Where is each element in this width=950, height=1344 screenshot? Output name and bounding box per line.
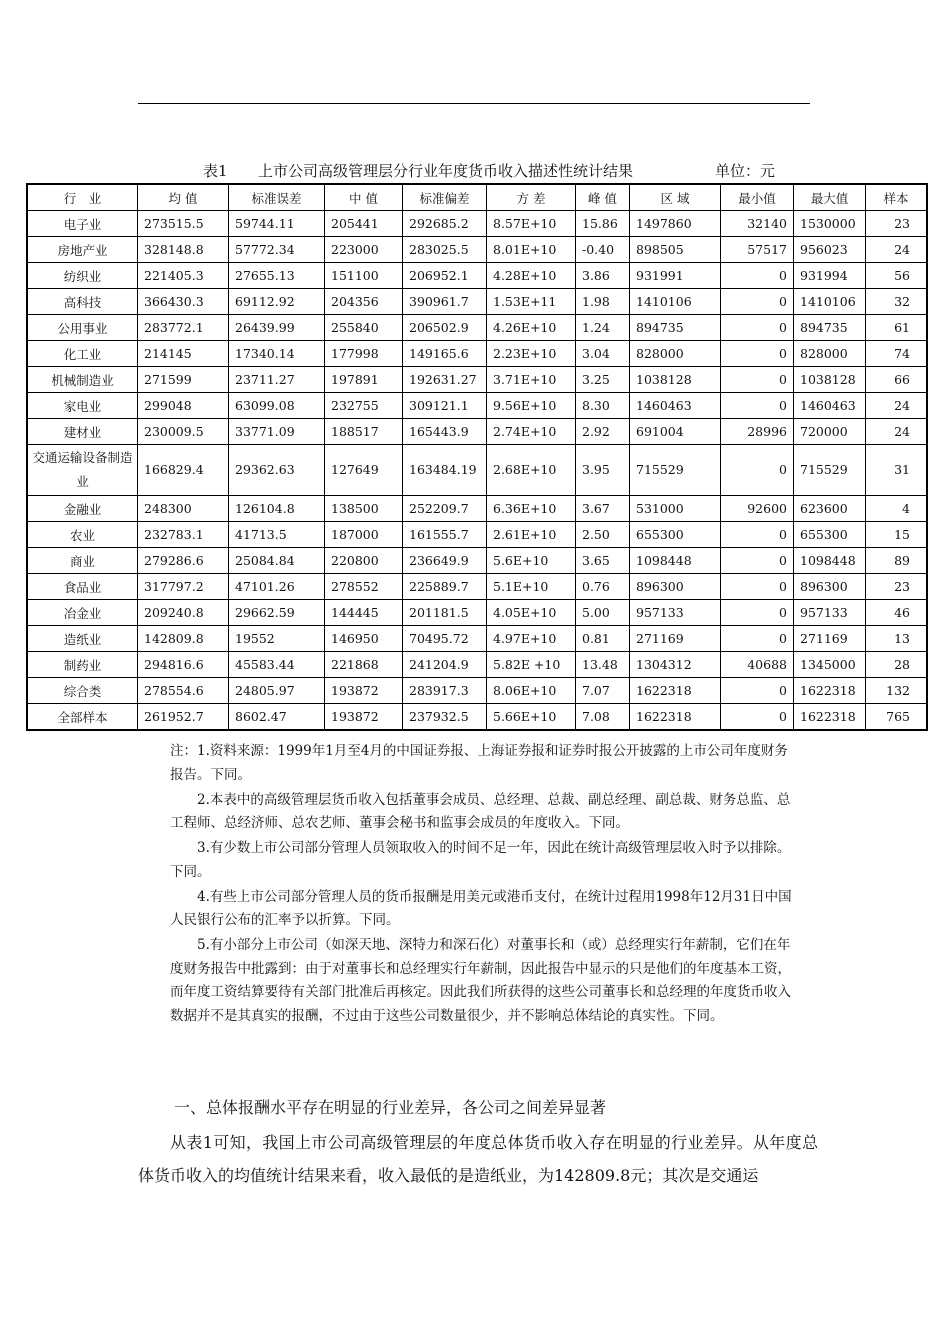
table-cell: 220800 [325, 548, 403, 574]
table-cell: 63099.08 [229, 393, 325, 419]
table-cell: 0 [721, 341, 794, 367]
table-row [28, 445, 926, 496]
table-cell: 165443.9 [403, 419, 487, 445]
table-cell: 655300 [630, 522, 721, 548]
industry-cell: 家电业 [28, 393, 138, 419]
table-notes [170, 740, 800, 1030]
table-cell: 13 [866, 626, 926, 652]
table-cell: 151100 [325, 263, 403, 289]
table-cell: 252209.7 [403, 496, 487, 522]
table-cell: 931991 [630, 263, 721, 289]
table-cell: 66 [866, 367, 926, 393]
table-cell: 132 [866, 678, 926, 704]
industry-cell: 造纸业 [28, 626, 138, 652]
table-cell: 26439.99 [229, 315, 325, 341]
table-cell: 59744.11 [229, 211, 325, 237]
table-cell: 3.65 [576, 548, 630, 574]
industry-cell: 化工业 [28, 341, 138, 367]
table-cell: 283917.3 [403, 678, 487, 704]
column-header: 最小值 [721, 185, 794, 211]
industry-cell: 全部样本 [28, 704, 138, 729]
table-cell: 1460463 [630, 393, 721, 419]
table-cell: 0 [721, 678, 794, 704]
table-cell: 209240.8 [138, 600, 229, 626]
table-cell: 623600 [794, 496, 866, 522]
table-cell: 230009.5 [138, 419, 229, 445]
table-cell: 1530000 [794, 211, 866, 237]
table-cell: 236649.9 [403, 548, 487, 574]
table-cell: 57517 [721, 237, 794, 263]
table-cell: 0 [721, 626, 794, 652]
table-cell: 299048 [138, 393, 229, 419]
table-cell: 7.08 [576, 704, 630, 729]
table-cell: 221405.3 [138, 263, 229, 289]
table-row [28, 289, 926, 315]
table-cell: 232755 [325, 393, 403, 419]
table-cell: 193872 [325, 704, 403, 729]
table-cell: 206502.9 [403, 315, 487, 341]
table-row [28, 367, 926, 393]
table-cell: 61 [866, 315, 926, 341]
table-cell: 0 [721, 367, 794, 393]
table-cell: 0 [721, 574, 794, 600]
table-cell: 390961.7 [403, 289, 487, 315]
table-title: 上市公司高级管理层分行业年度货币收入描述性统计结果 [258, 162, 634, 180]
table-row [28, 237, 926, 263]
table-cell: 531000 [630, 496, 721, 522]
table-cell: 4.97E+10 [487, 626, 576, 652]
industry-cell: 制药业 [28, 652, 138, 678]
table-cell: 894735 [630, 315, 721, 341]
table-row [28, 496, 926, 522]
table-cell: 225889.7 [403, 574, 487, 600]
table-cell: 894735 [794, 315, 866, 341]
table-cell: 255840 [325, 315, 403, 341]
table-cell: 126104.8 [229, 496, 325, 522]
table-cell: 23711.27 [229, 367, 325, 393]
table-cell: 23 [866, 574, 926, 600]
table-cell: 205441 [325, 211, 403, 237]
note-5: 5.有小部分上市公司（如深天地、深特力和深石化）对董事长和（或）总经理实行年薪制，它们在年度财务报告中批露到：由于对董事长和总经理实行年薪制，因此报告中显示的只是他们的年度基本工资，而年度工资结算要待有关部门批准后再核定。因此我们所获得的这些公司董事长和总经理的年度货币收入数据并不是其真实的报酬，不过由于这些公司数量很少，并不影响总体结论的真实性。下同。 [170, 937, 791, 1024]
column-header: 样本 [866, 185, 926, 211]
table-cell: 7.07 [576, 678, 630, 704]
table-cell: 309121.1 [403, 393, 487, 419]
table-cell: 931994 [794, 263, 866, 289]
table-cell: 715529 [794, 445, 866, 496]
table-cell: 24 [866, 419, 926, 445]
table-cell: 241204.9 [403, 652, 487, 678]
industry-cell: 纺织业 [28, 263, 138, 289]
table-cell: 149165.6 [403, 341, 487, 367]
table-body [28, 211, 926, 729]
table-cell: 1098448 [794, 548, 866, 574]
table-cell: 278554.6 [138, 678, 229, 704]
table-cell: 1345000 [794, 652, 866, 678]
table-cell: 366430.3 [138, 289, 229, 315]
table-cell: 13.48 [576, 652, 630, 678]
table-cell: 1622318 [794, 678, 866, 704]
table-cell: 187000 [325, 522, 403, 548]
table-cell: 2.92 [576, 419, 630, 445]
table-cell: 1038128 [630, 367, 721, 393]
table-cell: 655300 [794, 522, 866, 548]
table-cell: 56 [866, 263, 926, 289]
table-cell: 57772.34 [229, 237, 325, 263]
industry-cell: 交通运输设备制造业 [28, 445, 138, 496]
table-cell: 8.30 [576, 393, 630, 419]
table-cell: 28996 [721, 419, 794, 445]
industry-cell: 食品业 [28, 574, 138, 600]
industry-cell: 电子业 [28, 211, 138, 237]
table-cell: 1.53E+11 [487, 289, 576, 315]
table-cell: 0 [721, 548, 794, 574]
table-cell: 3.86 [576, 263, 630, 289]
table-cell: 4.28E+10 [487, 263, 576, 289]
table-cell: 317797.2 [138, 574, 229, 600]
table-cell: 5.1E+10 [487, 574, 576, 600]
table-row [28, 522, 926, 548]
table-cell: 1410106 [630, 289, 721, 315]
table-cell: 163484.19 [403, 445, 487, 496]
table-cell: 19552 [229, 626, 325, 652]
table-cell: 221868 [325, 652, 403, 678]
table-cell: 32140 [721, 211, 794, 237]
table-cell: 896300 [794, 574, 866, 600]
table-cell: 177998 [325, 341, 403, 367]
industry-cell: 机械制造业 [28, 367, 138, 393]
section-heading: 一、总体报酬水平存在明显的行业差异，各公司之间差异显著 [174, 1098, 607, 1117]
table-row [28, 626, 926, 652]
column-header: 中 值 [325, 185, 403, 211]
table-cell: 142809.8 [138, 626, 229, 652]
industry-cell: 公用事业 [28, 315, 138, 341]
table-cell: 283025.5 [403, 237, 487, 263]
note-3: 3.有少数上市公司部分管理人员领取收入的时间不足一年，因此在统计高级管理层收入时予以排除。下同。 [170, 840, 791, 880]
table-cell: 956023 [794, 237, 866, 263]
note-2: 2.本表中的高级管理层货币收入包括董事会成员、总经理、总裁、副总经理、副总裁、财务总监、总工程师、总经济师、总农艺师、董事会秘书和监事会成员的年度收入。下同。 [170, 791, 791, 831]
table-row [28, 574, 926, 600]
table-cell: 41713.5 [229, 522, 325, 548]
table-cell: 214145 [138, 341, 229, 367]
industry-cell: 房地产业 [28, 237, 138, 263]
industry-cell: 建材业 [28, 419, 138, 445]
table-cell: 17340.14 [229, 341, 325, 367]
table-cell: 24 [866, 393, 926, 419]
table-cell: 146950 [325, 626, 403, 652]
table-cell: 2.50 [576, 522, 630, 548]
table-row [28, 652, 926, 678]
table-cell: 47101.26 [229, 574, 325, 600]
column-header: 行 业 [28, 185, 138, 211]
table-cell: 0 [721, 445, 794, 496]
header-rule [138, 103, 810, 104]
table-cell: 283772.1 [138, 315, 229, 341]
table-header-row [28, 185, 926, 211]
table-cell: 0.76 [576, 574, 630, 600]
industry-cell: 综合类 [28, 678, 138, 704]
table-cell: -0.40 [576, 237, 630, 263]
table-cell: 0 [721, 704, 794, 729]
table-cell: 1622318 [630, 678, 721, 704]
table-cell: 765 [886, 709, 910, 724]
column-header: 最大值 [794, 185, 866, 211]
table-cell: 24 [866, 237, 926, 263]
industry-cell: 金融业 [28, 496, 138, 522]
table-cell: 3.04 [576, 341, 630, 367]
table-cell: 294816.6 [138, 652, 229, 678]
table-cell: 5.66E+10 [487, 704, 576, 729]
table-cell: 2.68E+10 [487, 445, 576, 496]
column-header: 峰 值 [576, 185, 630, 211]
table-row [28, 678, 926, 704]
table-cell: 292685.2 [403, 211, 487, 237]
column-header: 方 差 [487, 185, 576, 211]
table-cell: 271169 [630, 626, 721, 652]
table-number: 表1 [203, 162, 228, 180]
table-row [28, 600, 926, 626]
table-cell: 31 [866, 445, 926, 496]
table-cell: 1622318 [630, 704, 721, 729]
table-cell: 144445 [325, 600, 403, 626]
table-cell: 271599 [138, 367, 229, 393]
table-cell: 8602.47 [229, 704, 325, 729]
table-cell: 223000 [325, 237, 403, 263]
table-row [28, 419, 926, 445]
table-cell: 1098448 [630, 548, 721, 574]
table-cell: 5.00 [576, 600, 630, 626]
table-cell: 29662.59 [229, 600, 325, 626]
table-cell: 278552 [325, 574, 403, 600]
table-unit: 单位：元 [715, 162, 776, 180]
table-cell: 3.95 [576, 445, 630, 496]
table-cell: 715529 [630, 445, 721, 496]
table-cell: 8.01E+10 [487, 237, 576, 263]
table-cell: 957133 [630, 600, 721, 626]
table-cell: 74 [866, 341, 926, 367]
table-cell: 3.25 [576, 367, 630, 393]
table-cell: 1410106 [794, 289, 866, 315]
table-cell: 15.86 [576, 211, 630, 237]
table-cell: 4.26E+10 [487, 315, 576, 341]
table-cell: 1.24 [576, 315, 630, 341]
table-row [28, 341, 926, 367]
table-cell: 1622318 [794, 704, 866, 729]
table-cell: 2.23E+10 [487, 341, 576, 367]
table-cell: 193872 [325, 678, 403, 704]
table-cell: 248300 [138, 496, 229, 522]
table-cell: 720000 [794, 419, 866, 445]
industry-cell: 高科技 [28, 289, 138, 315]
table-cell: 166829.4 [138, 445, 229, 496]
table-cell: 0 [721, 263, 794, 289]
table-cell: 27655.13 [229, 263, 325, 289]
table-row [28, 315, 926, 341]
table-cell: 192631.27 [403, 367, 487, 393]
table-cell: 261952.7 [138, 704, 229, 729]
table-cell: 1038128 [794, 367, 866, 393]
table-cell: 232783.1 [138, 522, 229, 548]
table-cell: 957133 [794, 600, 866, 626]
table-cell: 4.05E+10 [487, 600, 576, 626]
table-cell: 29362.63 [229, 445, 325, 496]
table-cell: 138500 [325, 496, 403, 522]
table-cell: 898505 [630, 237, 721, 263]
table-cell: 46 [866, 600, 926, 626]
table-cell: 6.36E+10 [487, 496, 576, 522]
table-cell: 0 [721, 393, 794, 419]
table-cell: 691004 [630, 419, 721, 445]
table-cell: 0 [721, 315, 794, 341]
table-cell: 33771.09 [229, 419, 325, 445]
table-cell: 271169 [794, 626, 866, 652]
table-cell: 89 [866, 548, 926, 574]
table-cell: 92600 [721, 496, 794, 522]
column-header: 区 域 [630, 185, 721, 211]
table-cell: 32 [866, 289, 926, 315]
column-header: 标准误差 [229, 185, 325, 211]
body-paragraph: 从表1可知，我国上市公司高级管理层的年度总体货币收入存在明显的行业差异。从年度总体货币收入的均值统计结果来看，收入最低的是造纸业，为142809.8元；其次是交通运 [138, 1133, 818, 1185]
table-cell: 9.56E+10 [487, 393, 576, 419]
table-cell: 3.67 [576, 496, 630, 522]
table-cell: 5.6E+10 [487, 548, 576, 574]
table-cell: 0 [721, 289, 794, 315]
table-row [28, 704, 926, 729]
table-cell: 28 [866, 652, 926, 678]
note-1: 注：1.资料来源：1999年1月至4月的中国证券报、上海证券报和证券时报公开披露的上市公司年度财务报告。下同。 [170, 743, 788, 783]
table-cell: 0 [721, 522, 794, 548]
table-cell: 25084.84 [229, 548, 325, 574]
table-cell: 828000 [794, 341, 866, 367]
table-cell: 4 [866, 496, 926, 522]
table-cell: 188517 [325, 419, 403, 445]
table-cell: 127649 [325, 445, 403, 496]
table-cell: 23 [866, 211, 926, 237]
table-cell: 2.61E+10 [487, 522, 576, 548]
table-cell: 70495.72 [403, 626, 487, 652]
table-cell: 204356 [325, 289, 403, 315]
table-cell: 0.81 [576, 626, 630, 652]
table-cell: 8.06E+10 [487, 678, 576, 704]
table-cell: 5.82E +10 [487, 652, 576, 678]
table-cell: 0 [721, 600, 794, 626]
table-cell: 69112.92 [229, 289, 325, 315]
table-cell: 279286.6 [138, 548, 229, 574]
table-cell: 1497860 [630, 211, 721, 237]
table-cell: 201181.5 [403, 600, 487, 626]
table-cell: 8.57E+10 [487, 211, 576, 237]
table-cell: 273515.5 [138, 211, 229, 237]
table-cell: 896300 [630, 574, 721, 600]
table-row [28, 263, 926, 289]
table-cell: 328148.8 [138, 237, 229, 263]
table-cell: 15 [866, 522, 926, 548]
column-header: 均 值 [138, 185, 229, 211]
table-cell: 206952.1 [403, 263, 487, 289]
industry-cell: 冶金业 [28, 600, 138, 626]
table-cell: 161555.7 [403, 522, 487, 548]
table-row [28, 393, 926, 419]
table-cell: 3.71E+10 [487, 367, 576, 393]
table-cell: 197891 [325, 367, 403, 393]
industry-cell: 农业 [28, 522, 138, 548]
table-cell: 24805.97 [229, 678, 325, 704]
table-cell: 2.74E+10 [487, 419, 576, 445]
table-cell: 1304312 [630, 652, 721, 678]
industry-cell: 商业 [28, 548, 138, 574]
table-cell: 1.98 [576, 289, 630, 315]
table-cell: 828000 [630, 341, 721, 367]
note-4: 4.有些上市公司部分管理人员的货币报酬是用美元或港币支付，在统计过程用1998年12月31日中国人民银行公布的汇率予以折算。下同。 [170, 888, 792, 928]
table-row [28, 548, 926, 574]
column-header: 标准偏差 [403, 185, 487, 211]
statistics-table-container [26, 183, 924, 731]
table-row [28, 211, 926, 237]
table-cell: 237932.5 [403, 704, 487, 729]
table-cell: 40688 [721, 652, 794, 678]
table-cell: 45583.44 [229, 652, 325, 678]
table-cell: 1460463 [794, 393, 866, 419]
statistics-table [26, 183, 928, 731]
